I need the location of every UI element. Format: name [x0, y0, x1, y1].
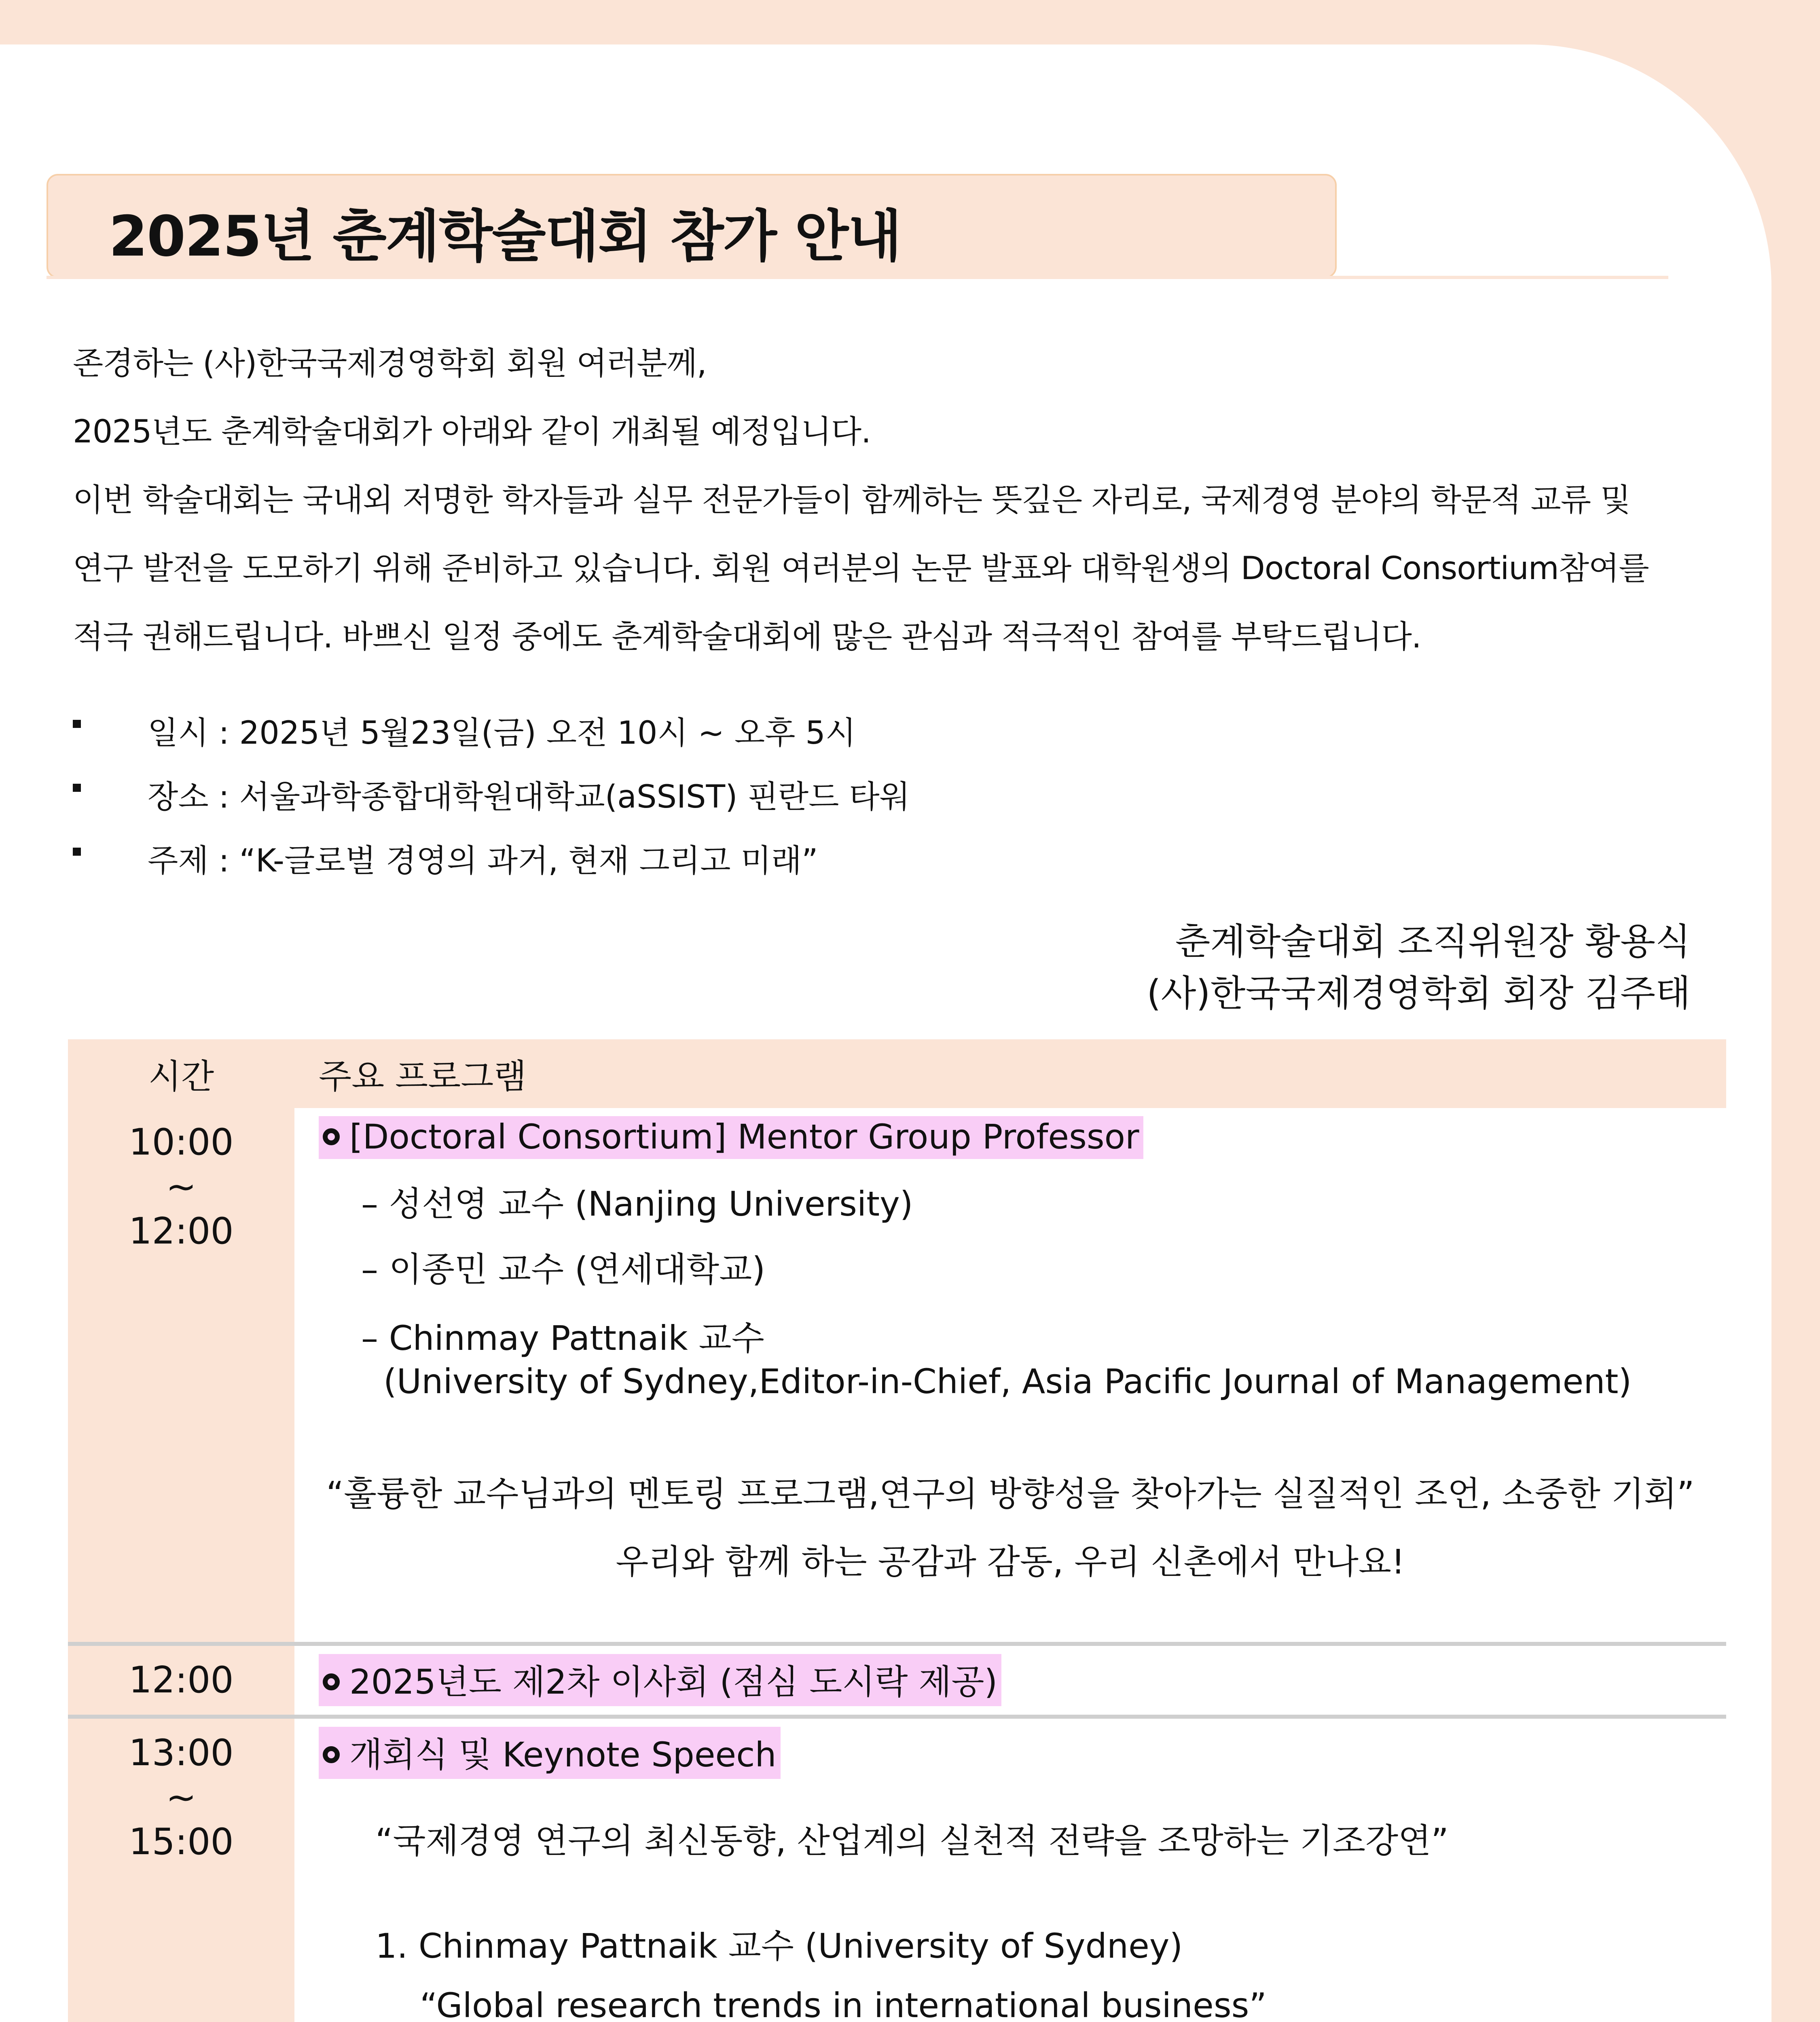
program-title: [319, 1654, 1001, 1706]
schedule-row: [68, 1108, 1726, 1646]
keynote-item-title: “Global research trends in international business”: [420, 1986, 1267, 2022]
program-title-line: [319, 1116, 1726, 1177]
bullet-icon: [73, 720, 81, 728]
schedule-header: [68, 1039, 1726, 1108]
program-cell: [294, 1646, 1726, 1715]
detail-text: 주제 : “K-글로벌 경영의 과거, 현재 그리고 미래”: [148, 843, 818, 879]
mentor-affiliation: (University of Sydney,Editor-in-Chief, Asia Pacific Journal of Management): [383, 1362, 1632, 1401]
program-title-text: [Doctoral Consortium] Mentor Group Professor: [349, 1117, 1139, 1157]
time-end: 15:00: [129, 1821, 234, 1863]
mentor-line: – 이종민 교수 (연세대학교): [361, 1250, 766, 1289]
circle-bullet-icon: [323, 1128, 340, 1145]
schedule-table: [68, 1039, 1726, 2022]
time-end: 12:00: [129, 1210, 234, 1252]
title-underline: [47, 276, 1668, 279]
intro-line: 적극 권해드립니다. 바쁘신 일정 중에도 춘계학술대회에 많은 관심과 적극적인 참여를 부탁드립니다.: [73, 619, 1421, 655]
time-start: 12:00: [129, 1659, 234, 1701]
program-title-text: 개회식 및 Keynote Speech: [349, 1735, 777, 1775]
circle-bullet-icon: [323, 1746, 340, 1763]
intro-line: 이번 학술대회는 국내외 저명한 학자들과 실무 전문가들이 함께하는 뜻깊은 자리로, 국제경영 분야의 학문적 교류 및: [73, 482, 1631, 518]
time-cell: [68, 1646, 294, 1715]
intro-text: [73, 330, 1715, 671]
program-title: [319, 1116, 1143, 1159]
time-cell: [68, 1719, 294, 2022]
program-cell: [294, 1719, 1726, 2022]
program-title-text: 2025년도 제2차 이사회 (점심 도시락 제공): [349, 1662, 998, 1702]
time-start: 10:00: [129, 1121, 234, 1163]
circle-bullet-icon: [323, 1673, 340, 1690]
mentor-line: – Chinmay Pattnaik 교수: [361, 1318, 764, 1358]
time-start: 13:00: [129, 1732, 234, 1774]
schedule-row: [68, 1719, 1726, 2022]
mentoring-slogan: 우리와 함께 하는 공감과 감동, 우리 신촌에서 만나요!: [616, 1542, 1405, 1582]
keynote-quote: “국제경영 연구의 최신동향, 산업계의 실천적 전략을 조망하는 기조강연”: [375, 1821, 1449, 1861]
page-title: 2025년 춘계학술대회 참가 안내: [109, 204, 901, 269]
bullet-icon: [73, 848, 81, 856]
title-box: [47, 174, 1337, 278]
intro-line: 2025년도 춘계학술대회가 아래와 같이 개최될 예정입니다.: [73, 414, 871, 450]
header-time: 시간: [148, 1056, 214, 1096]
schedule-row: [68, 1646, 1726, 1719]
program-title-line: [319, 1727, 1726, 1814]
detail-text: 일시 : 2025년 5월23일(금) 오전 10시 ~ 오후 5시: [148, 715, 856, 751]
intro-line: 존경하는 (사)한국국제경영학회 회원 여러분께,: [73, 345, 707, 382]
time-sep: ~: [166, 1776, 197, 1819]
keynote-item: 1. Chinmay Pattnaik 교수 (University of Sydney): [375, 1926, 1183, 1966]
program-cell: [294, 1108, 1726, 1642]
detail-text: 장소 : 서울과학종합대학원대학교(aSSIST) 핀란드 타워: [148, 779, 910, 815]
mentor-line: – 성선영 교수 (Nanjing University): [361, 1184, 913, 1224]
time-sep: ~: [166, 1165, 197, 1208]
program-title: [319, 1727, 781, 1779]
signature-block: [1147, 916, 1691, 1019]
signature-line: (사)한국국제경영학회 회장 김주태: [1147, 972, 1691, 1015]
signature-line: 춘계학술대회 조직위원장 황용식: [1175, 920, 1691, 963]
bullet-icon: [73, 784, 81, 792]
intro-line: 연구 발전을 도모하기 위해 준비하고 있습니다. 회원 여러분의 논문 발표와 대학원생의 Doctoral Consortium참여를: [73, 550, 1649, 587]
mentoring-quote: “훌륭한 교수님과의 멘토링 프로그램,연구의 방향성을 찾아가는 실질적인 조언, 소중한 기회”: [326, 1474, 1695, 1514]
header-program: 주요 프로그램: [319, 1056, 527, 1096]
time-cell: [68, 1108, 294, 1642]
